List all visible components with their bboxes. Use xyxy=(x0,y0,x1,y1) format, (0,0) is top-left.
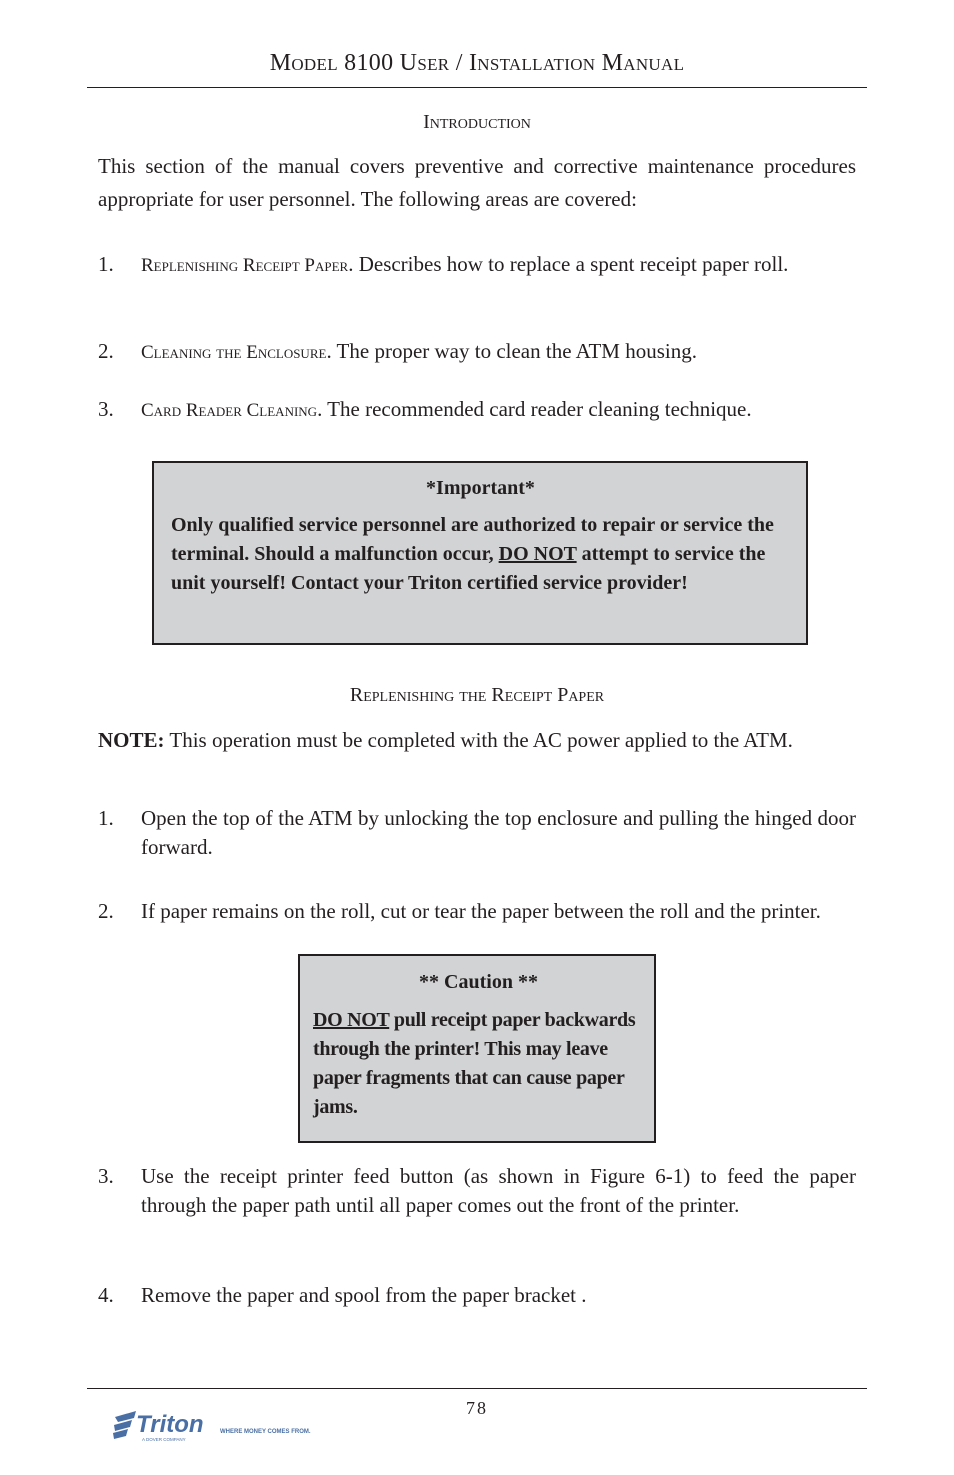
replenish-step-3 xyxy=(98,1162,856,1220)
step-number: 3. xyxy=(98,1164,114,1188)
logo-sub: A DOVER COMPANY xyxy=(142,1437,186,1442)
item-lead: Cleaning the Enclosure xyxy=(141,342,327,363)
note-label: NOTE: xyxy=(98,728,165,752)
step-text: Use the receipt printer feed button (as shown in Figure 6-1) to feed the paper through the paper path until all paper comes out the front of the printer. xyxy=(141,1164,856,1217)
caution-title: ** Caution ** xyxy=(419,971,538,993)
step-number: 2. xyxy=(98,899,114,923)
caution-box xyxy=(298,954,656,1143)
step-number: 4. xyxy=(98,1283,114,1307)
page-header-title: Model 8100 User / Installation Manual xyxy=(269,50,685,76)
intro-heading: Introduction xyxy=(423,111,531,133)
logo-tagline: WHERE MONEY COMES FROM. xyxy=(220,1429,311,1435)
header-rule xyxy=(87,87,867,88)
note-text: This operation must be completed with the AC power applied to the ATM. xyxy=(164,728,793,752)
logo-wordmark: Triton xyxy=(136,1411,204,1438)
item-lead: Replenishing Receipt Paper xyxy=(141,255,349,276)
caution-text: DO NOT pull receipt paper backwards through the printer! This may leave paper fragments that can cause paper jams. xyxy=(313,1009,636,1118)
page-number: 78 xyxy=(466,1398,488,1418)
replenish-step-2 xyxy=(98,897,856,926)
replenish-step-1 xyxy=(98,804,856,862)
intro-item-2 xyxy=(98,337,856,367)
item-text: . The recommended card reader cleaning technique. xyxy=(317,397,752,421)
step-text: If paper remains on the roll, cut or tear the paper between the roll and the printer. xyxy=(141,899,821,923)
note-paragraph xyxy=(98,726,856,755)
important-text: Only qualified service personnel are authorized to repair or service the terminal. Should a malfunction occur, DO NOT attempt to service the unit yourself! Contact your Triton certified service provider! xyxy=(171,514,774,594)
important-box xyxy=(152,461,808,645)
do-not-underline: DO NOT xyxy=(313,1009,390,1031)
step-text: Remove the paper and spool from the paper bracket . xyxy=(141,1283,587,1307)
item-number: 2. xyxy=(98,339,114,363)
item-text: . Describes how to replace a spent receipt paper roll. xyxy=(348,252,789,276)
item-lead: Card Reader Cleaning xyxy=(141,400,318,421)
intro-paragraph: This section of the manual covers preventive and corrective maintenance procedures appropriate for user personnel. The following areas are covered: xyxy=(98,154,856,211)
replenish-heading: Replenishing the Receipt Paper xyxy=(349,684,605,706)
item-number: 3. xyxy=(98,397,114,421)
triton-logo-icon xyxy=(112,1407,322,1447)
footer-rule xyxy=(87,1388,867,1389)
step-text: Open the top of the ATM by unlocking the top enclosure and pulling the hinged door forward. xyxy=(141,806,856,859)
item-text: . The proper way to clean the ATM housing. xyxy=(326,339,697,363)
replenish-step-4 xyxy=(98,1281,856,1310)
do-not-underline: DO NOT xyxy=(498,543,577,565)
intro-item-1 xyxy=(98,250,856,280)
intro-item-3 xyxy=(98,395,856,425)
step-number: 1. xyxy=(98,806,114,830)
triton-logo xyxy=(112,1407,322,1452)
important-title: *Important* xyxy=(426,477,535,499)
item-number: 1. xyxy=(98,252,114,276)
